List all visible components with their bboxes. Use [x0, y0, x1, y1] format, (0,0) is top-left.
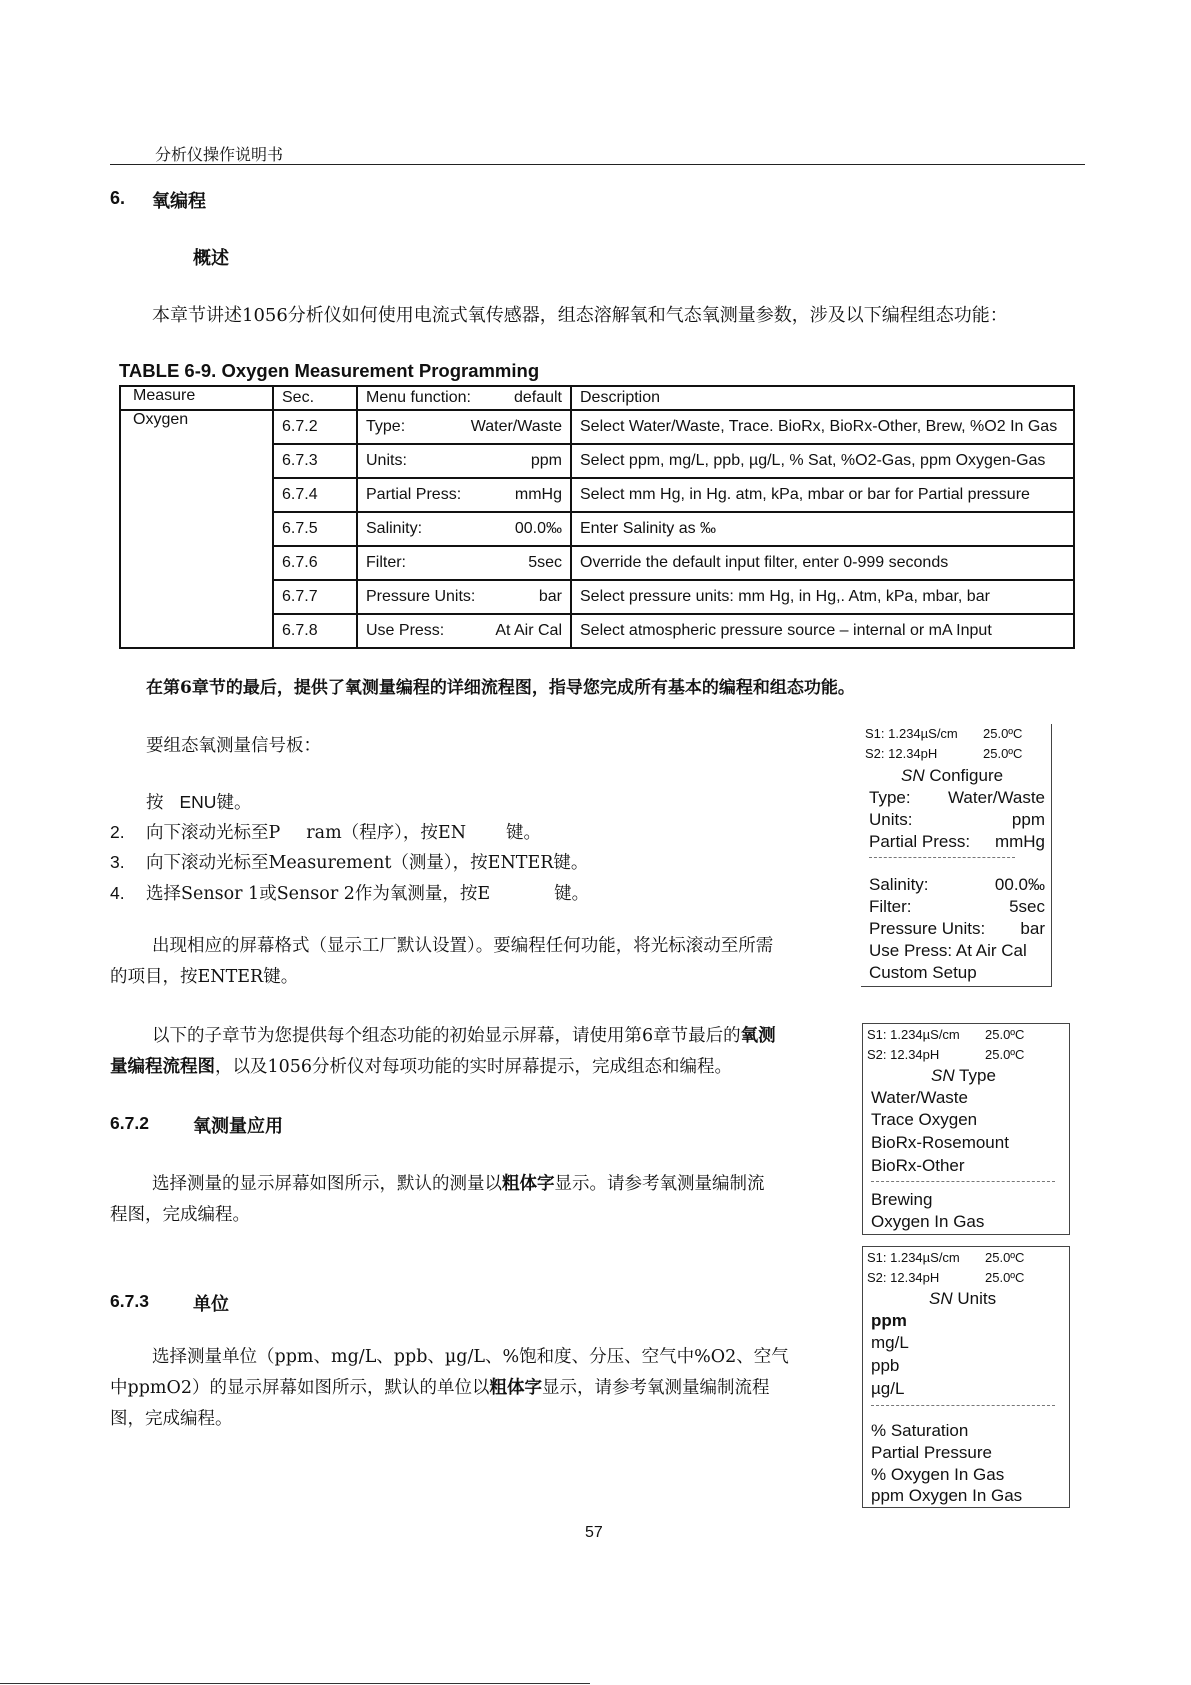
- header-menu: [357, 386, 571, 410]
- paragraph-display-format-line2: 的项目，按ENTER键。: [110, 967, 299, 987]
- row-default: 00.0‰: [514, 520, 562, 537]
- row-sec: 6.7.6: [273, 546, 357, 580]
- row-description: Select Water/Waste, Trace. BioRx, BioRx-Other, Brew, %O2 In Gas: [571, 410, 1074, 444]
- lcd-label: Pressure Units:: [869, 919, 986, 938]
- sec672-bold: 粗体字: [502, 1174, 555, 1194]
- lcd-label: Filter:: [869, 897, 912, 916]
- lcd-status-line: [867, 1027, 1025, 1042]
- row-description: Select atmospheric pressure source – internal or mA Input: [571, 614, 1074, 648]
- sec673-text: 显示，请参考氧测量编制流程: [541, 1378, 770, 1398]
- lcd-status-temp: 25.0ºC: [985, 1250, 1025, 1265]
- row-description: Override the default input filter, enter 0-999 seconds: [571, 546, 1074, 580]
- lcd-option: % Saturation: [871, 1421, 969, 1440]
- lcd-configure-screen: [861, 724, 1052, 987]
- step-2: [110, 819, 541, 844]
- lcd-option: Oxygen In Gas: [871, 1212, 985, 1231]
- lcd-value: 5sec: [1009, 897, 1045, 916]
- lcd-label: Salinity:: [869, 875, 929, 894]
- lcd-option-default: ppm: [871, 1311, 907, 1330]
- lcd-option: µg/L: [871, 1379, 905, 1398]
- programming-table: [119, 385, 1075, 649]
- row-default: bar: [538, 588, 562, 605]
- section-number: 6.: [110, 188, 126, 208]
- step-2-text-b: ram（程序），按EN: [306, 823, 467, 843]
- row-default: mmHg: [514, 486, 562, 503]
- sec673-bold: 粗体字: [489, 1378, 542, 1398]
- steps-intro: 要组态氧测量信号板：: [146, 736, 321, 756]
- step-1-text-b: ENU键。: [179, 792, 252, 812]
- lcd-value: ppm: [1011, 810, 1045, 829]
- lcd-status-line: [867, 1270, 1025, 1285]
- lcd-value: mmHg: [994, 832, 1045, 851]
- step-2-number: 2.: [110, 822, 125, 842]
- sec673-text: 中ppmO2）的显示屏幕如图所示，默认的单位以: [110, 1378, 490, 1398]
- step-3: [110, 849, 588, 874]
- row-sec: 6.7.7: [273, 580, 357, 614]
- subsection-number: 6.7.2: [110, 1113, 149, 1133]
- sec672-text: 显示。请参考氧测量编制流: [554, 1174, 765, 1194]
- lcd-line-use-press: Use Press: At Air Cal: [869, 941, 1027, 960]
- lcd-title: [929, 1289, 996, 1309]
- row-sec: 6.7.2: [273, 410, 357, 444]
- lcd-title-sn: SN: [901, 766, 925, 785]
- lcd-status-s2: S2: 12.34pH: [867, 1047, 940, 1062]
- lcd-title-sn: SN: [931, 1066, 955, 1085]
- lcd-line-custom-setup: Custom Setup: [869, 963, 977, 982]
- lcd-title-text: Configure: [924, 766, 1004, 785]
- lcd-status-temp: 25.0ºC: [985, 1270, 1025, 1285]
- subsection-title: 单位: [193, 1294, 229, 1315]
- row-menu: Pressure Units:: [366, 588, 476, 605]
- lcd-option: BioRx-Rosemount: [871, 1133, 1009, 1152]
- step-3-number: 3.: [110, 852, 125, 872]
- sec673-line2: [110, 1373, 769, 1404]
- lcd-value: 00.0‰: [994, 875, 1045, 894]
- row-default: 5sec: [528, 554, 562, 571]
- lcd-line-filter: [869, 897, 1045, 917]
- step-3-text: 向下滚动光标至Measurement（测量），按ENTER键。: [146, 853, 589, 873]
- header-menu-function: Menu function:: [366, 389, 471, 406]
- row-description: Select mm Hg, in Hg. atm, kPa, mbar or bar for Partial pressure: [571, 478, 1074, 512]
- lcd-option: BioRx-Other: [871, 1156, 965, 1175]
- lcd-line-partial-press: [869, 832, 1045, 852]
- row-sec: 6.7.8: [273, 614, 357, 648]
- measure-oxygen: Oxygen: [120, 410, 273, 648]
- lcd-status-s1: S1: 1.234µS/cm: [865, 726, 958, 741]
- lcd-status-s2: S2: 12.34pH: [867, 1270, 940, 1285]
- lcd-status-s2: S2: 12.34pH: [865, 746, 938, 761]
- subsection-title: 氧测量应用: [193, 1116, 283, 1137]
- lcd-title: [931, 1066, 996, 1086]
- lcd-divider: [871, 1181, 1055, 1182]
- intro-paragraph: 本章节讲述1056分析仪如何使用电流式氧传感器，组态溶解氧和气态氧测量参数，涉及以下编程组态功能：: [152, 305, 1008, 326]
- overview-heading: 概述: [193, 248, 229, 269]
- header-measure: Measure: [120, 386, 273, 410]
- row-menu: Filter:: [366, 554, 406, 571]
- lcd-option: mg/L: [871, 1333, 909, 1352]
- sec673-line3: 图，完成编程。: [110, 1409, 233, 1429]
- step-4-text-b: 键。: [554, 884, 590, 904]
- row-menu: Units:: [366, 452, 407, 469]
- lcd-status-line: [867, 1047, 1025, 1062]
- table-header-row: [120, 386, 1074, 410]
- running-header: 分析仪操作说明书: [155, 145, 284, 164]
- lcd-label: Units:: [869, 810, 913, 829]
- footer-rule: [0, 1683, 590, 1684]
- paragraph-subsections-line1: [152, 1021, 776, 1052]
- row-sec: 6.7.3: [273, 444, 357, 478]
- header-sec: Sec.: [273, 386, 357, 410]
- row-sec: 6.7.4: [273, 478, 357, 512]
- lcd-line-pressure-units: [869, 919, 1045, 939]
- lcd-title: [901, 766, 1003, 786]
- lcd-option: % Oxygen In Gas: [871, 1465, 1005, 1484]
- lcd-status-temp: 25.0ºC: [983, 746, 1023, 761]
- lcd-value: Water/Waste: [948, 788, 1045, 807]
- lcd-divider: [871, 1405, 1055, 1406]
- row-default: At Air Cal: [495, 622, 562, 639]
- flowchart-note: 在第6章节的最后，提供了氧测量编程的详细流程图，指导您完成所有基本的编程和组态功能。: [146, 678, 855, 698]
- lcd-label: Partial Press:: [869, 832, 971, 851]
- sec672-line1: [152, 1169, 765, 1200]
- lcd-line-salinity: [869, 875, 1045, 895]
- page-number: 57: [585, 1524, 603, 1541]
- step-4-number: 4.: [110, 883, 125, 903]
- row-default: Water/Waste: [470, 418, 562, 435]
- section-title: 氧编程: [152, 191, 206, 212]
- paragraph-subsections-text: 以下的子章节为您提供每个组态功能的初始显示屏幕，请使用第6章节最后的: [152, 1026, 741, 1046]
- lcd-divider: [869, 857, 1015, 858]
- lcd-line-type: [869, 788, 1045, 808]
- lcd-units-screen: [862, 1246, 1070, 1508]
- paragraph-subsections-text: ，以及1056分析仪对每项功能的实时屏幕提示，完成组态和编程。: [215, 1057, 733, 1077]
- header-rule: [110, 164, 1085, 165]
- lcd-line-units: [869, 810, 1045, 830]
- step-1-text-a: 按: [146, 793, 164, 813]
- row-menu: Salinity:: [366, 520, 423, 537]
- lcd-option: Brewing: [871, 1190, 933, 1209]
- row-description: Enter Salinity as ‰: [571, 512, 1074, 546]
- sec672-line2: 程图，完成编程。: [110, 1205, 250, 1225]
- step-2-text-a: 向下滚动光标至P: [146, 823, 281, 843]
- lcd-title-text: Units: [952, 1289, 997, 1308]
- row-description: Select pressure units: mm Hg, in Hg,. Atm, kPa, mbar, bar: [571, 580, 1074, 614]
- lcd-type-screen: [862, 1023, 1070, 1235]
- row-menu: Partial Press:: [366, 486, 462, 503]
- lcd-status-s1: S1: 1.234µS/cm: [867, 1250, 960, 1265]
- lcd-option: Trace Oxygen: [871, 1110, 978, 1129]
- step-4-text-a: 选择Sensor 1或Sensor 2作为氧测量，按E: [146, 884, 491, 904]
- lcd-status-temp: 25.0ºC: [985, 1027, 1025, 1042]
- sec673-line1: 选择测量单位（ppm、mg/L、ppb、µg/L、%饱和度、分压、空气中%O2、空气: [152, 1347, 789, 1367]
- lcd-option: ppm Oxygen In Gas: [871, 1486, 1023, 1505]
- lcd-status-line: [867, 1250, 1025, 1265]
- header-default: default: [513, 389, 562, 406]
- row-menu: Use Press:: [366, 622, 445, 639]
- row-description: Select ppm, mg/L, ppb, µg/L, % Sat, %O2-Gas, ppm Oxygen-Gas: [571, 444, 1074, 478]
- lcd-title-text: Type: [954, 1066, 996, 1085]
- lcd-status-temp: 25.0ºC: [985, 1047, 1025, 1062]
- paragraph-subsections-bold: 氧测: [740, 1026, 776, 1046]
- lcd-option: Partial Pressure: [871, 1443, 992, 1462]
- table-caption: TABLE 6-9. Oxygen Measurement Programming: [119, 360, 540, 381]
- lcd-option: ppb: [871, 1356, 900, 1375]
- lcd-status-line: [865, 746, 1023, 761]
- paragraph-subsections-line2: [110, 1052, 732, 1083]
- sec672-text: 选择测量的显示屏幕如图所示，默认的测量以: [152, 1174, 502, 1194]
- paragraph-display-format-line1: 出现相应的屏幕格式（显示工厂默认设置）。要编程任何功能，将光标滚动至所需: [152, 936, 774, 956]
- row-default: ppm: [530, 452, 562, 469]
- row-sec: 6.7.5: [273, 512, 357, 546]
- lcd-status-s1: S1: 1.234µS/cm: [867, 1027, 960, 1042]
- header-description: Description: [571, 386, 1074, 410]
- lcd-title-sn: SN: [929, 1289, 953, 1308]
- step-1: [146, 789, 251, 814]
- lcd-status-temp: 25.0ºC: [983, 726, 1023, 741]
- row-menu: Type:: [366, 418, 406, 435]
- subsection-number: 6.7.3: [110, 1291, 149, 1311]
- paragraph-subsections-bold: 量编程流程图: [110, 1057, 215, 1077]
- step-4: [110, 880, 589, 905]
- table-row: [120, 410, 1074, 444]
- lcd-value: bar: [1020, 919, 1045, 938]
- step-2-text-c: 键。: [506, 823, 542, 843]
- lcd-option: Water/Waste: [871, 1088, 968, 1107]
- lcd-status-line: [865, 726, 1023, 741]
- lcd-label: Type:: [869, 788, 911, 807]
